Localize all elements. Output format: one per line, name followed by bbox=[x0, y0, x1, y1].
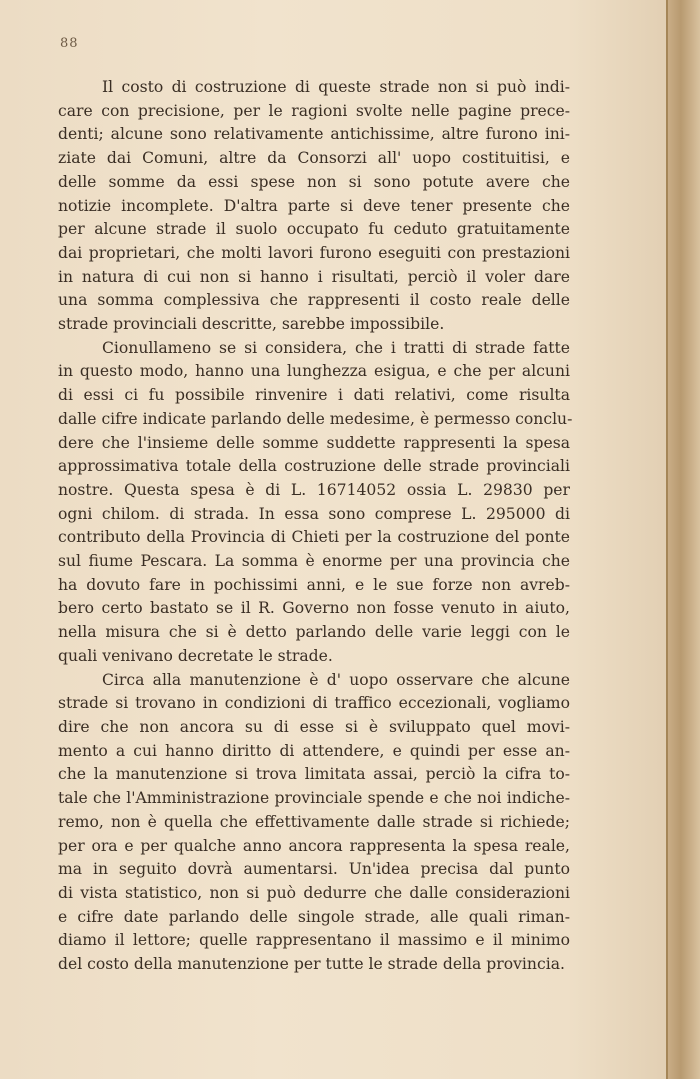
text-line: strade si trovano in condizioni di traffico eccezionali, vogliamo bbox=[58, 694, 570, 713]
text-line: mento a cui hanno diritto di attendere, e quindi per esse an- bbox=[58, 741, 570, 760]
text-line: approssimativa totale della costruzione delle strade provinciali bbox=[58, 457, 570, 476]
text-line: ha dovuto fare in pochissimi anni, e le sue forze non avreb- bbox=[58, 575, 570, 594]
text-line: delle somme da essi spese non si sono potute avere che bbox=[58, 172, 570, 191]
text-line: in natura di cui non si hanno i risultati, perciò il voler dare bbox=[58, 267, 570, 286]
text-line: per alcune strade il suolo occupato fu ceduto gratuitamente bbox=[58, 220, 570, 239]
text-line: una somma complessiva che rappresenti il costo reale delle bbox=[58, 291, 570, 310]
text-line: di vista statistico, non si può dedurre che dalle considerazioni bbox=[58, 883, 570, 902]
page-number: 88 bbox=[60, 36, 79, 51]
text-line: care con precisione, per le ragioni svolte nelle pagine prece- bbox=[58, 101, 570, 120]
text-line: di essi ci fu possibile rinvenire i dati relativi, come risulta bbox=[58, 386, 570, 405]
text-line: e cifre date parlando delle singole strade, alle quali riman- bbox=[58, 907, 570, 926]
text-line: denti; alcune sono relativamente antichissime, altre furono ini- bbox=[58, 125, 570, 144]
text-line: Circa alla manutenzione è d' uopo osservare che alcune bbox=[102, 670, 570, 689]
paragraph bbox=[58, 669, 570, 977]
text-line: Il costo di costruzione di queste strade non si può indi- bbox=[102, 78, 570, 96]
text-line: del costo della manutenzione per tutte le strade della provincia. bbox=[58, 955, 565, 974]
text-line: tale che l'Amministrazione provinciale spende e che noi indiche- bbox=[58, 789, 570, 808]
text-line: sul fiume Pescara. La somma è enorme per una provincia che bbox=[58, 552, 570, 571]
page-edge bbox=[668, 0, 700, 1079]
text-line: remo, non è quella che effettivamente dalle strade si richiede; bbox=[58, 812, 570, 831]
text-line: bero certo bastato se il R. Governo non fosse venuto in aiuto, bbox=[58, 599, 570, 618]
text-line: in questo modo, hanno una lunghezza esigua, e che per alcuni bbox=[58, 362, 570, 381]
text-line: dire che non ancora su di esse si è sviluppato quel movi- bbox=[58, 717, 570, 736]
text-line: quali venivano decretate le strade. bbox=[58, 646, 333, 665]
text-line: contributo della Provincia di Chieti per la costruzione del ponte bbox=[58, 528, 570, 547]
text-line: ogni chilom. di strada. In essa sono comprese L. 295000 di bbox=[58, 504, 570, 523]
text-line: diamo il lettore; quelle rappresentano il massimo e il minimo bbox=[58, 931, 570, 950]
text-line: ziate dai Comuni, altre da Consorzi all' uopo costituitisi, e bbox=[58, 149, 570, 168]
text-line: nella misura che si è detto parlando delle varie leggi con le bbox=[58, 623, 570, 642]
paragraph bbox=[58, 337, 573, 669]
text-line: dai proprietari, che molti lavori furono eseguiti con prestazioni bbox=[58, 243, 570, 262]
text-line: dere che l'insieme delle somme suddette rappresenti la spesa bbox=[58, 433, 570, 452]
text-line: Cionullameno se si considera, che i tratti di strade fatte bbox=[102, 338, 570, 357]
text-line: strade provinciali descritte, sarebbe impossibile. bbox=[58, 315, 445, 334]
text-line: nostre. Questa spesa è di L. 16714052 ossia L. 29830 per bbox=[58, 480, 570, 499]
text-line: per ora e per qualche anno ancora rappresenta la spesa reale, bbox=[58, 836, 570, 855]
text-line: ma in seguito dovrà aumentarsi. Un'idea precisa dal punto bbox=[58, 860, 570, 879]
paragraph bbox=[58, 76, 570, 337]
text-line: notizie incomplete. D'altra parte si deve tener presente che bbox=[58, 196, 570, 215]
text-line: dalle cifre indicate parlando delle medesime, è permesso conclu- bbox=[58, 409, 573, 428]
text-line: che la manutenzione si trova limitata assai, perciò la cifra to- bbox=[58, 765, 570, 784]
body-text bbox=[58, 76, 573, 977]
